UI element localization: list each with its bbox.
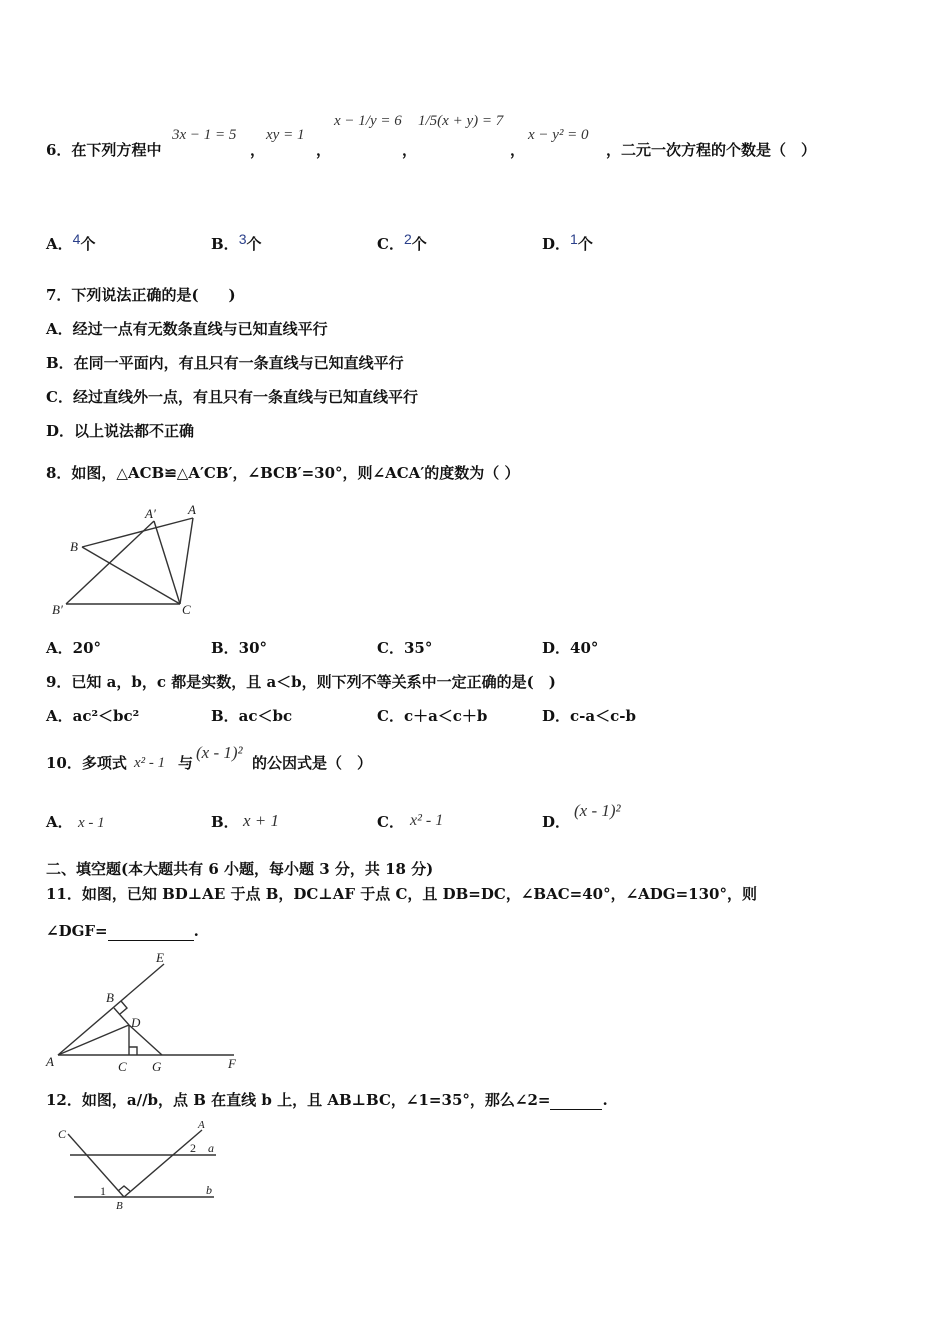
q10-option-b-expr: x + 1: [243, 811, 280, 830]
q12-label-c: C: [58, 1127, 67, 1141]
q6-equation-5: x − y² = 0: [528, 127, 589, 143]
q8-label-bp: B′: [52, 602, 63, 617]
option-label: A．: [46, 235, 73, 253]
q12-label-two: 2: [190, 1141, 196, 1155]
q11-answer-blank[interactable]: [108, 920, 194, 941]
q6-equation-4: 1/5(x + y) = 7: [418, 113, 504, 129]
option-value: 2: [403, 231, 412, 247]
q10-mid: 与: [178, 754, 194, 772]
q8-option-c: C．35°: [377, 639, 433, 657]
q6-comma-2: ，: [316, 141, 332, 159]
q12-label-one: 1: [100, 1184, 106, 1198]
q6-suffix: ，二元一次方程的个数是（ ）: [606, 141, 817, 159]
q11-label-a: A: [46, 1054, 54, 1069]
q7-stem: 7．下列说法正确的是( ): [46, 286, 236, 304]
q8-label-a: A: [188, 502, 196, 517]
q10-option-c-expr: x² - 1: [410, 812, 444, 829]
q10-prefix: 10．多项式: [46, 754, 127, 772]
q7-option-d: D．以上说法都不正确: [46, 422, 195, 440]
q6-comma-3: ，: [402, 141, 418, 159]
q6-equation-1: 3x − 1 = 5: [172, 127, 237, 143]
q9-option-d: D．c-a＜c-b: [542, 707, 636, 725]
q7-option-b: B．在同一平面内，有且只有一条直线与已知直线平行: [46, 354, 404, 372]
q11-line-1: 11．如图，已知 BD⊥AE 于点 B，DC⊥AF 于点 C，且 DB=DC，∠BAC=40°，∠ADG=130°，则: [46, 885, 757, 903]
q12-label-line-a: a: [208, 1141, 214, 1155]
option-value: 3: [238, 231, 247, 247]
q11-label-g: G: [152, 1059, 162, 1074]
q6-equation-2: xy = 1: [266, 127, 305, 143]
option-label: B．: [211, 813, 239, 831]
option-label: C．: [377, 813, 404, 831]
q12-period: .: [602, 1091, 608, 1109]
q8-stem: 8．如图，△ACB≌△A′CB′，∠BCB′=30°，则∠ACA′的度数为（ ）: [46, 464, 520, 482]
q9-option-c: C．c＋a＜c＋b: [377, 707, 488, 725]
q9-stem: 9．已知 a，b，c 都是实数，且 a＜b，则下列不等关系中一定正确的是( ): [46, 673, 556, 691]
q11-label-e: E: [156, 950, 164, 965]
q6-option-d: [542, 231, 593, 254]
q8-option-d: D．40°: [542, 639, 599, 657]
option-unit: 个: [411, 235, 427, 253]
q12-answer-blank[interactable]: [550, 1089, 602, 1110]
q6-prefix: 6．在下列方程中: [46, 141, 162, 159]
q10-option-a-expr: x - 1: [78, 815, 105, 831]
q11-label-d: D: [131, 1015, 141, 1030]
q12-label-a-point: A: [198, 1120, 205, 1131]
q6-option-b: [211, 231, 262, 254]
q10-expression-1: x² - 1: [134, 755, 166, 771]
q10-option-d-expr: (x - 1)²: [574, 801, 621, 820]
q10-option-b: [211, 812, 239, 832]
section-2-heading: 二、填空题(本大题共有 6 小题，每小题 3 分，共 18 分): [46, 860, 434, 878]
q12-figure: [54, 1120, 234, 1210]
q8-option-a: A．20°: [46, 639, 102, 657]
q12-stem-text: 12．如图，a//b，点 B 在直线 b 上，且 AB⊥BC，∠1=35°，那么∠2=: [46, 1091, 551, 1109]
q8-label-c: C: [182, 602, 191, 617]
q12-label-line-b: b: [206, 1183, 212, 1197]
q6-comma-4: ，: [510, 141, 526, 159]
q9-option-b: B．ac＜bc: [211, 707, 293, 725]
q10-option-a: [46, 812, 73, 832]
q11-line-2: [46, 920, 199, 941]
option-label: B．: [211, 235, 239, 253]
q12-stem: [46, 1089, 608, 1110]
q8-figure: [46, 500, 216, 620]
q6-equation-3: x − 1/y = 6: [334, 113, 402, 129]
option-label: C．: [377, 235, 404, 253]
q10-option-d: [542, 812, 570, 832]
q11-label-b: B: [106, 990, 114, 1005]
q12-label-b: B: [116, 1200, 123, 1210]
q11-figure: [44, 950, 244, 1074]
option-value: 4: [72, 231, 81, 247]
option-label: D．: [542, 813, 571, 831]
option-value: 1: [570, 231, 578, 247]
q8-label-b: B: [70, 539, 78, 554]
q11-period: .: [193, 922, 199, 940]
q8-option-b: B．30°: [211, 639, 268, 657]
q6-option-c: [377, 231, 427, 254]
q6-option-a: [46, 231, 96, 254]
q9-option-a: A．ac²＜bc²: [46, 707, 140, 725]
option-unit: 个: [246, 235, 262, 253]
option-label: A．: [46, 813, 73, 831]
q6-comma-1: ，: [250, 141, 266, 159]
q7-option-c: C．经过直线外一点，有且只有一条直线与已知直线平行: [46, 388, 418, 406]
option-label: D．: [542, 235, 571, 253]
q8-label-ap: A′: [145, 506, 156, 521]
q10-option-c: [377, 812, 404, 832]
option-unit: 个: [80, 235, 96, 253]
option-unit: 个: [577, 235, 593, 253]
q10-suffix: 的公因式是（ ）: [252, 754, 373, 772]
q7-option-a: A．经过一点有无数条直线与已知直线平行: [46, 320, 328, 338]
q10-expression-2: (x - 1)²: [196, 743, 243, 762]
q11-label-f: F: [228, 1056, 236, 1071]
q11-label-c: C: [118, 1059, 127, 1074]
q11-prefix: ∠DGF=: [46, 922, 108, 940]
